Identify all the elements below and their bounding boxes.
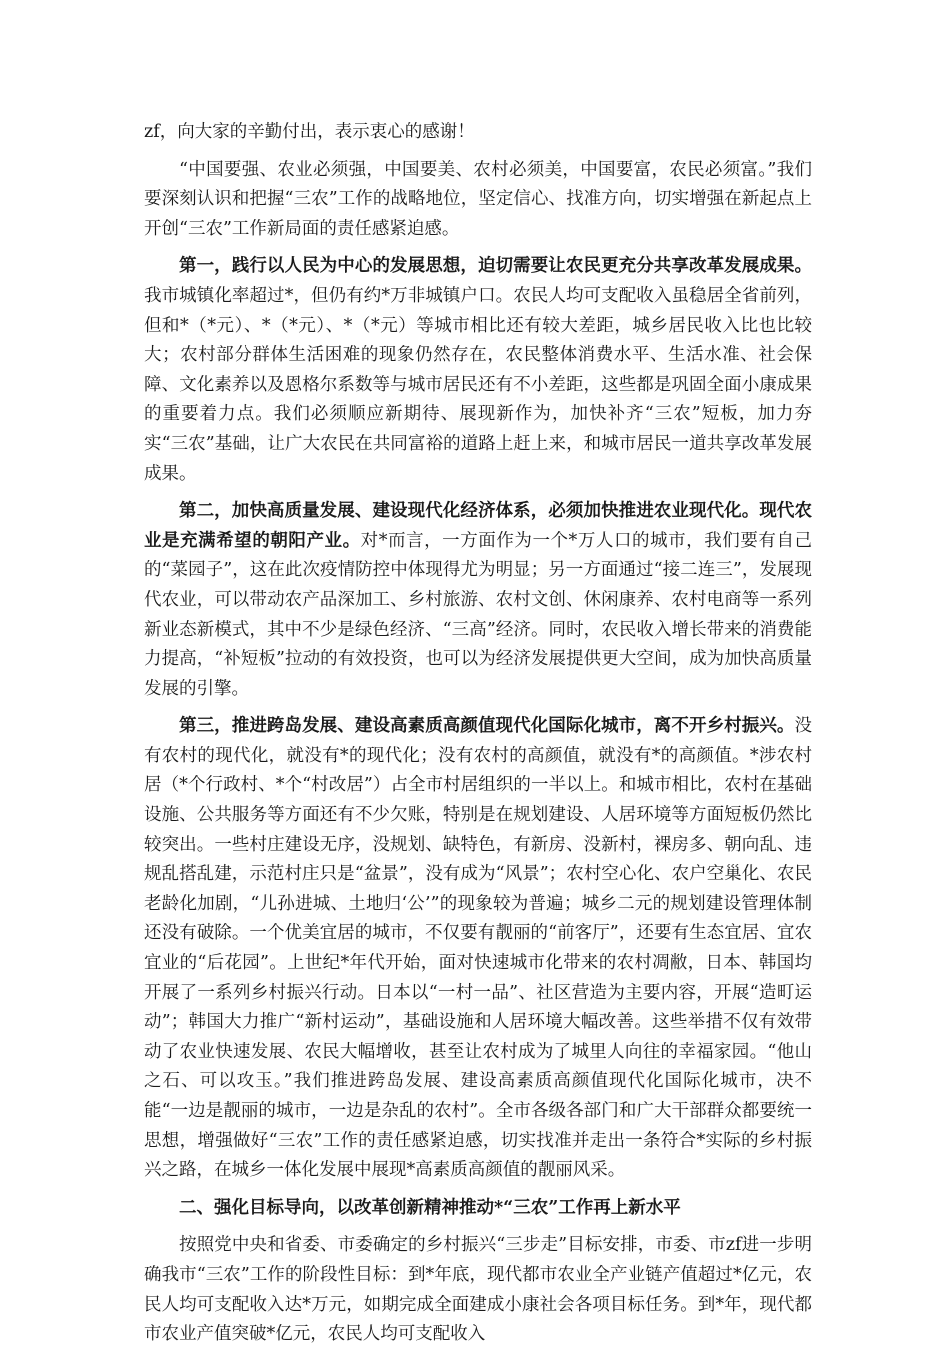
paragraph-quote (144, 156, 812, 245)
paragraph-text: zf，向大家的辛勤付出，表示衷心的感谢！ (144, 122, 475, 142)
paragraph-text: 按照党中央和省委、市委确定的乡村振兴“三步走”目标安排，市委、市zf进一步明确我市“三农”工作的阶段性目标：到*年底，现代都市农业全产业链产值超过*亿元，农民人均可支配收入达*万元，如期完成全面建成小康社会各项目标任务。到*年，现代都市农业产值突破*亿元，农民人均可支配收入 (144, 1235, 812, 1345)
paragraph-point-two (144, 497, 812, 704)
paragraph-point-one (144, 252, 812, 489)
paragraph-lead: 第二，加快高质量发展、建设现代化经济体系，必须加快推进农业现代化。现代农业是充满希望的朝阳产业。 (144, 501, 812, 551)
paragraph-lead: 第一，践行以人民为中心的发展思想，迫切需要让农民更充分共享改革发展成果。 (179, 256, 812, 277)
paragraph-point-three (144, 712, 812, 1186)
paragraph-intro (144, 118, 812, 148)
paragraph-final (144, 1231, 812, 1349)
paragraph-lead: 第三，推进跨岛发展、建设高素质高颜值现代化国际化城市，离不开乡村振兴。 (179, 716, 795, 737)
paragraph-text: 我市城镇化率超过*，但仍有约*万非城镇户口。农民人均可支配收入虽稳居全省前列，但和*（*元）、*（*元）、*（*元）等城市相比还有较大差距，城乡居民收入比也比较大；农村部分群体生活困难的现象仍然存在，农民整体消费水平、生活水准、社会保障、文化素养以及恩格尔系数等与城市居民还有不小差距，这些都是巩固全面小康成果的重要着力点。我们必须顺应新期待、展现新作为，加快补齐“三农”短板，加力夯实“三农”基础，让广大农民在共同富裕的道路上赶上来，和城市居民一道共享改革发展成果。 (144, 285, 812, 484)
paragraph-text: “中国要强、农业必须强，中国要美、农村必须美，中国要富，农民必须富。”我们要深刻认识和把握“三农”工作的战略地位，坚定信心、找准方向，切实增强在新起点上开创“三农”工作新局面的责任感紧迫感。 (144, 159, 812, 239)
paragraph-text: 没有农村的现代化，就没有*的现代化；没有农村的高颜值，就没有*的高颜值。*涉农村居（*个行政村、*个“村改居”）占全市村居组织的一半以上。和城市相比，农村在基础设施、公共服务等方面还有不少欠账，特别是在规划建设、人居环境等方面短板仍然比较突出。一些村庄建设无序，没规划、缺特色，有新房、没新村，裸房多、朝向乱、违规乱搭乱建，示范村庄只是“盆景”，没有成为“风景”；农村空心化、农户空巢化、农民老龄化加剧，“儿孙进城、土地归‘公’”的现象较为普遍；城乡二元的规划建设管理体制还没有破除。一个优美宜居的城市，不仅要有靓丽的“前客厅”，还要有生态宜居、宜农宜业的“后花园”。上世纪*年代开始，面对快速城市化带来的农村凋敝，日本、韩国均开展了一系列乡村振兴行动。日本以“一村一品”、社区营造为主要内容，开展“造町运动”；韩国大力推广“新村运动”，基础设施和人居环境大幅改善。这些举措不仅有效带动了农业快速发展、农民大幅增收，甚至让农村成为了城里人向往的幸福家园。“他山之石、可以攻玉。”我们推进跨岛发展、建设高素质高颜值现代化国际化城市，决不能“一边是靓丽的城市，一边是杂乱的农村”。全市各级各部门和广大干部群众都要统一思想，增强做好“三农”工作的责任感紧迫感，切实找准并走出一条符合*实际的乡村振兴之路，在城乡一体化发展中展现*高素质高颜值的靓丽风采。 (144, 716, 812, 1181)
section-heading: 二、强化目标导向，以改革创新精神推动*“三农”工作再上新水平 (179, 1197, 681, 1218)
paragraph-text: 对*而言，一方面作为一个*万人口的城市，我们要有自己的“菜园子”，这在此次疫情防控中体现得尤为明显；另一方面通过“接二连三”，发展现代农业，可以带动农产品深加工、乡村旅游、农村文创、休闲康养、农村电商等一系列新业态新模式，其中不少是绿色经济、“三高”经济。同时，农民收入增长带来的消费能力提高，“补短板”拉动的有效投资，也可以为经济发展提供更大空间，成为加快高质量发展的引擎。 (144, 530, 813, 699)
document-page (144, 118, 812, 1358)
